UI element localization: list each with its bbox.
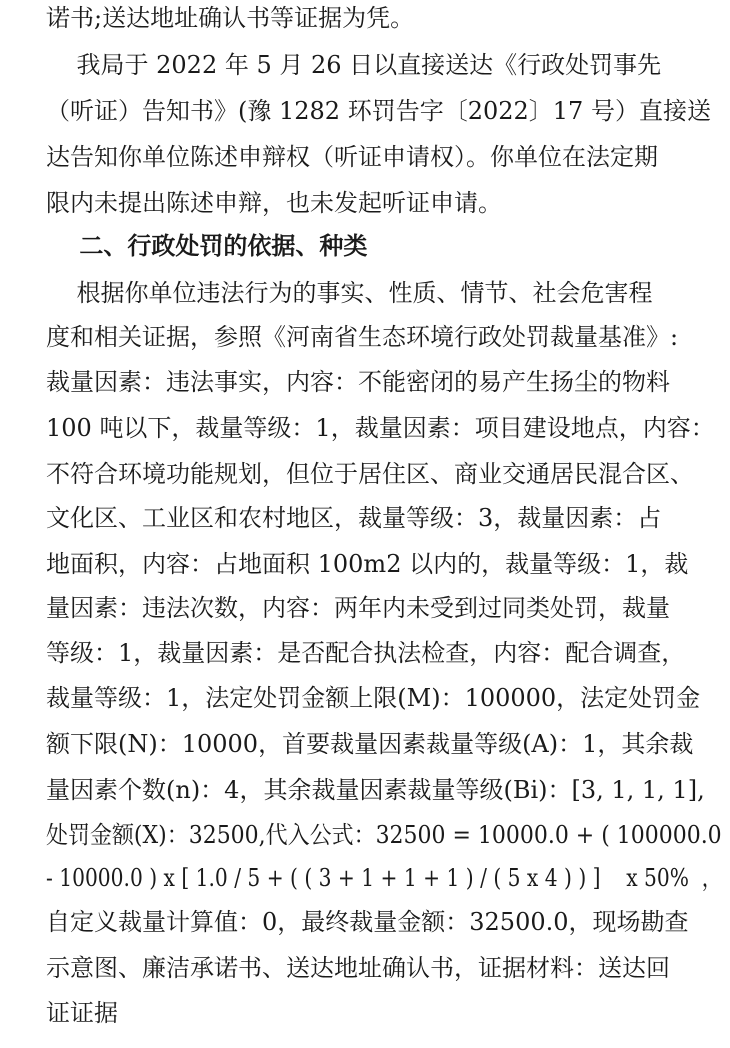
text-line-4: 达告知你单位陈述申辩权（听证申请权）。你单位在法定期: [46, 143, 658, 171]
text-line-3: （听证）告知书》(豫 1282 环罚告字〔2022〕17 号）直接送: [46, 97, 711, 125]
text-line-1: 诺书;送达地址确认书等证据为凭。: [46, 4, 415, 32]
text-line-11: 不符合环境功能规划，但位于居住区、商业交通居民混合区、: [46, 460, 694, 488]
text-line-7: 根据你单位违法行为的事实、性质、情节、社会危害程: [46, 279, 653, 307]
text-line-12: 文化区、工业区和农村地区，裁量等级：3，裁量因素：占: [46, 504, 662, 532]
text-line-2: 我局于 2022 年 5 月 26 日以直接送达《行政处罚事先: [46, 51, 662, 79]
text-line-14: 量因素：违法次数，内容：两年内未受到过同类处罚，裁量: [46, 594, 670, 622]
text-line-19: 处罚金额(X)：32500,代入公式：32500 = 10000.0 + ( 100000.0: [46, 821, 722, 849]
text-line-18: 量因素个数(n)：4，其余裁量因素裁量等级(Bi)：[3, 1, 1, 1],: [46, 776, 705, 804]
text-line-8: 度和相关证据，参照《河南省生态环境行政处罚裁量基准》:: [46, 323, 679, 351]
text-line-15: 等级：1，裁量因素：是否配合执法检查，内容：配合调查，: [46, 639, 686, 667]
text-line-10: 100 吨以下，裁量等级：1，裁量因素：项目建设地点，内容：: [46, 414, 715, 442]
text-line-17: 额下限(N)：10000，首要裁量因素裁量等级(A)：1，其余裁: [46, 730, 694, 758]
text-line-13: 地面积，内容：占地面积 100m2 以内的，裁量等级：1，裁: [46, 550, 689, 578]
text-line-21: 自定义裁量计算值：0，最终裁量金额：32500.0，现场勘查: [46, 908, 689, 936]
text-line-16: 裁量等级：1，法定处罚金额上限(M)：100000，法定处罚金: [46, 684, 701, 712]
text-line-22: 示意图、廉洁承诺书、送达地址确认书，证据材料：送达回: [46, 954, 670, 982]
text-line-5: 限内未提出陈述申辩，也未发起听证申请。: [46, 189, 502, 217]
text-line-23: 证证据: [46, 999, 118, 1027]
text-line-20: - 10000.0 ) x [ 1.0 / 5 + ( ( 3 + 1 + 1 + 1 ) / ( 5 x 4 ) ) ] x 50% ，: [46, 864, 722, 892]
text-line-9: 裁量因素：违法事实，内容：不能密闭的易产生扬尘的物料: [46, 368, 670, 396]
section-heading: 二、行政处罚的依据、种类: [46, 232, 368, 260]
